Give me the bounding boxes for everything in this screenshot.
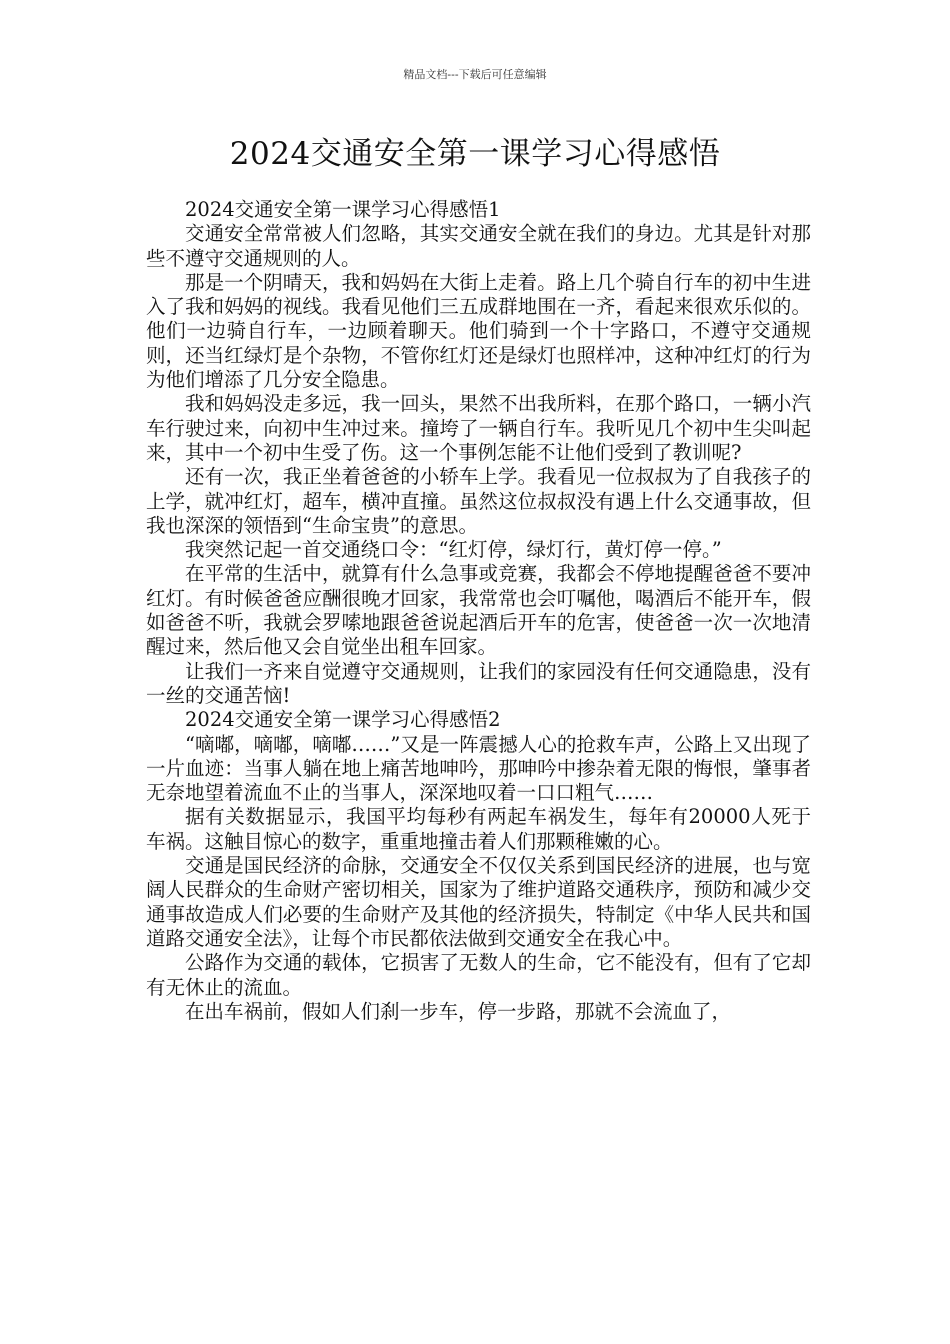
paragraph: 交通是国民经济的命脉，交通安全不仅仅关系到国民经济的进展，也与宽阔人民群众的生命财产密切相关，国家为了维护道路交通秩序，预防和减少交通事故造成人们必要的生命财产及其他的经济损失，特制定《中华人民共和国道路交通安全法》，让每个市民都依法做到交通安全在我心中。: [146, 854, 811, 950]
section-heading-2: 2024交通安全第一课学习心得感悟2: [185, 708, 501, 732]
paragraph: 我突然记起一首交通绕口令：“红灯停，绿灯行，黄灯停一停。”: [185, 538, 722, 562]
paragraph: 我和妈妈没走多远，我一回头，果然不出我所料，在那个路口，一辆小汽车行驶过来，向初中生冲过来。撞垮了一辆自行车。我听见几个初中生尖叫起来，其中一个初中生受了伤。这一个事例怎能不让他们受到了教训呢?: [146, 392, 811, 464]
paragraph: 那是一个阴晴天，我和妈妈在大街上走着。路上几个骑自行车的初中生进入了我和妈妈的视线。我看见他们三五成群地围在一齐，看起来很欢乐似的。他们一边骑自行车，一边顾着聊天。他们骑到一个十字路口，不遵守交通规则，还当红绿灯是个杂物，不管你红灯还是绿灯也照样冲，这种冲红灯的行为为他们增添了几分安全隐患。: [146, 270, 811, 392]
paragraph: 在平常的生活中，就算有什么急事或竞赛，我都会不停地提醒爸爸不要冲红灯。有时候爸爸应酬很晚才回家，我常常也会叮嘱他，喝酒后不能开车，假如爸爸不听，我就会罗嗦地跟爸爸说起酒后开车的危害，使爸爸一次一次地清醒过来，然后他又会自觉坐出租车回家。: [146, 562, 811, 659]
document-title: 2024交通安全第一课学习心得感悟: [229, 136, 721, 172]
paragraph: 让我们一齐来自觉遵守交通规则，让我们的家园没有任何交通隐患，没有一丝的交通苦恼!: [146, 659, 811, 707]
paragraph: “嘀嘟，嘀嘟，嘀嘟……”又是一阵震撼人心的抢救车声，公路上又出现了一片血迹：当事人躺在地上痛苦地呻吟，那呻吟中掺杂着无限的悔恨，肇事者无奈地望着流血不止的当事人，深深地叹着一口口粗气……: [146, 732, 811, 805]
paragraph: 公路作为交通的载体，它损害了无数人的生命，它不能没有，但有了它却有无休止的流血。: [146, 951, 811, 999]
paragraph: 还有一次，我正坐着爸爸的小轿车上学。我看见一位叔叔为了自我孩子的上学，就冲红灯，超车，横冲直撞。虽然这位叔叔没有遇上什么交通事故，但我也深深的领悟到“生命宝贵”的意思。: [146, 465, 811, 537]
paragraph: 交通安全常常被人们忽略，其实交通安全就在我们的身边。尤其是针对那些不遵守交通规则的人。: [146, 222, 811, 270]
paragraph: 在出车祸前，假如人们刹一步车，停一步路，那就不会流血了，: [185, 999, 732, 1023]
section-heading-1: 2024交通安全第一课学习心得感悟1: [185, 198, 501, 221]
paragraph: 据有关数据显示，我国平均每秒有两起车祸发生，每年有20000人死于车祸。这触目惊心的数字，重重地撞击着人们那颗稚嫩的心。: [146, 805, 811, 853]
page-header: 精品文档---下载后可任意编辑: [403, 68, 547, 81]
document-body: [146, 198, 811, 1024]
